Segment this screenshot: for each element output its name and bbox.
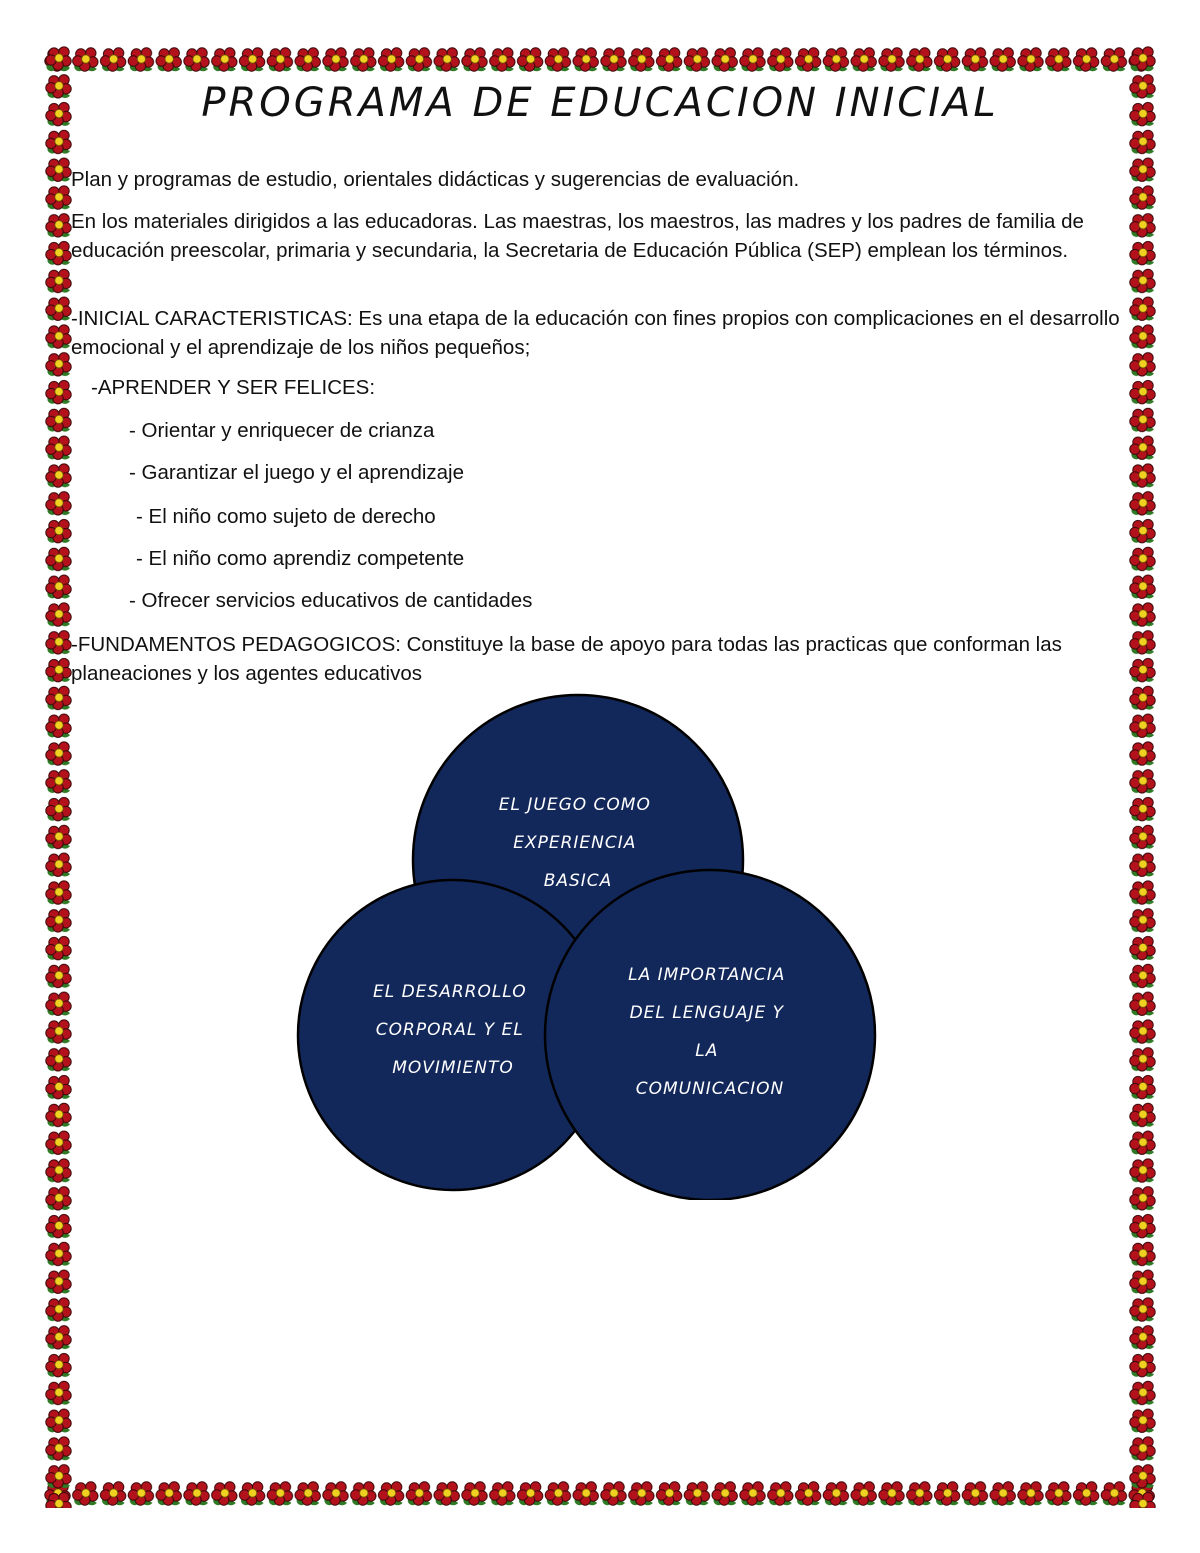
- venn-label-right: LA IMPORTANCIA DEL LENGUAJE Y LA COMUNICACION: [628, 965, 786, 1099]
- flower-border-right: [1128, 44, 1158, 1508]
- venn-diagram: [290, 690, 890, 1200]
- venn-label-left: EL DESARROLLO CORPORAL Y EL MOVIMIENTO: [372, 982, 527, 1078]
- paragraph-inicial-caracteristicas: -INICIAL CARACTERISTICAS: Es una etapa de la educación con fines propios con complicaciones en el desarrollo emocional y el aprendizaje de los niños pequeños;: [71, 307, 1120, 359]
- list-item: - El niño como sujeto de derecho: [136, 505, 436, 528]
- flower-border-top: [44, 44, 1156, 74]
- paragraph-fundamentos: -FUNDAMENTOS PEDAGOGICOS: Constituye la base de apoyo para todas las practicas que conforman las planeaciones y los agentes educativos: [71, 633, 1062, 685]
- list-item: - El niño como aprendiz competente: [136, 547, 465, 570]
- paragraph-aprender: -APRENDER Y SER FELICES:: [91, 376, 376, 399]
- paragraph-materiales: En los materiales dirigidos a las educadoras. Las maestras, los maestros, las madres y los padres de familia de educación preescolar, primaria y secundaria, la Secretaria de Educación Pública (SEP) emplean los términos.: [71, 210, 1084, 262]
- flower-border-left: [44, 44, 74, 1508]
- page-title: PROGRAMA DE EDUCACION INICIAL: [201, 80, 999, 126]
- paragraph-plan: Plan y programas de estudio, orientales didácticas y sugerencias de evaluación.: [71, 168, 800, 191]
- flower-border-bottom: [44, 1478, 1156, 1508]
- list-item: - Garantizar el juego y el aprendizaje: [129, 461, 465, 484]
- venn-label-top: EL JUEGO COMO EXPERIENCIA BASICA: [498, 795, 651, 891]
- list-item: - Ofrecer servicios educativos de cantidades: [129, 589, 533, 612]
- venn-circle-right: [545, 870, 875, 1200]
- list-item: - Orientar y enriquecer de crianza: [129, 419, 435, 442]
